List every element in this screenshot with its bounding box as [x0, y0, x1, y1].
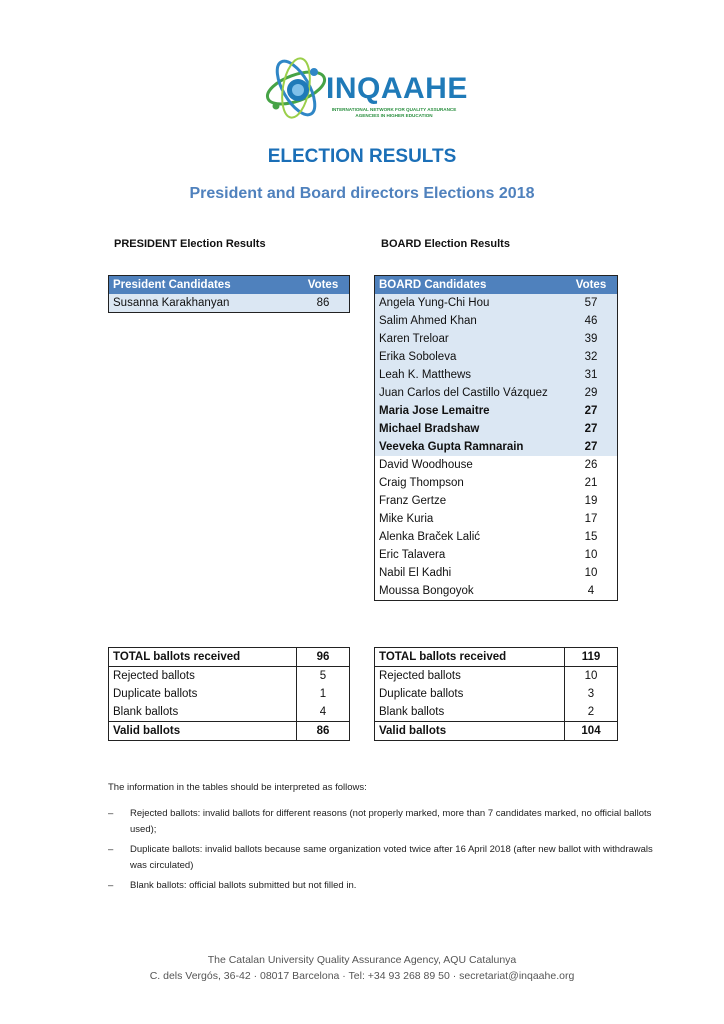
candidate-votes: 39	[565, 330, 618, 348]
table-row	[375, 474, 618, 492]
table-row	[375, 384, 618, 402]
table-row	[375, 546, 618, 564]
total-label: Blank ballots	[109, 703, 297, 722]
candidate-votes: 32	[565, 348, 618, 366]
president-totals-table	[108, 647, 350, 741]
candidate-votes: 15	[584, 531, 598, 543]
footer-contact: C. dels Vergós, 36-42 · 08017 Barcelona · Tel: +34 93 268 89 50 · secretariat@inqaahe.org	[149, 970, 575, 982]
table-row	[375, 722, 618, 741]
table-row	[375, 402, 618, 420]
note-text: Blank ballots: official ballots submitted but not filled in.	[130, 880, 357, 891]
table-row	[375, 348, 618, 366]
candidate-name: Nabil El Kadhi	[379, 567, 452, 579]
table-row	[109, 648, 350, 667]
president-section-heading: PRESIDENT Election Results	[114, 238, 266, 250]
total-value: 10	[565, 667, 618, 686]
table-row	[375, 582, 618, 601]
total-label: Valid ballots	[113, 725, 181, 737]
page-footer	[0, 952, 724, 984]
note-text: Rejected ballots: invalid ballots for different reasons (not properly marked, more than 7 candidates marked, no official ballots used);	[130, 808, 652, 835]
notes-list	[108, 806, 668, 894]
page-title: ELECTION RESULTS	[267, 146, 457, 167]
candidate-votes: 46	[565, 312, 618, 330]
table-row	[375, 456, 618, 474]
total-value: 86	[297, 722, 350, 741]
candidate-votes: 26	[584, 459, 598, 471]
total-value: 96	[297, 648, 350, 667]
candidate-votes: 31	[565, 366, 618, 384]
dash-bullet: –	[108, 844, 114, 855]
interpretation-notes	[108, 780, 668, 898]
candidate-name: Eric Talavera	[379, 549, 446, 561]
logo-brand-text: INQAAHE	[326, 72, 468, 105]
logo-tagline: INTERNATIONAL NETWORK FOR QUALITY ASSURANCE AGENCIES IN HIGHER EDUCATION	[331, 107, 457, 118]
candidate-votes: 27	[565, 402, 618, 420]
list-item	[108, 806, 668, 838]
table-row	[375, 294, 618, 312]
candidate-votes: 29	[565, 384, 618, 402]
total-label: Blank ballots	[375, 703, 565, 722]
logo-emblem-icon	[262, 54, 332, 124]
dash-bullet: –	[108, 808, 114, 819]
candidate-votes: 19	[584, 495, 598, 507]
total-label: TOTAL ballots received	[375, 648, 565, 667]
col-header-votes: Votes	[297, 276, 350, 295]
page-subtitle: President and Board directors Elections 2018	[189, 185, 535, 202]
candidate-name: Erika Soboleva	[375, 348, 566, 366]
total-label: Rejected ballots	[113, 670, 195, 682]
board-totals-table	[374, 647, 618, 741]
table-row	[375, 312, 618, 330]
board-results-table	[374, 275, 618, 601]
total-value: 119	[565, 648, 618, 667]
table-row	[109, 667, 350, 686]
total-label: Rejected ballots	[379, 670, 461, 682]
footer-organization: The Catalan University Quality Assurance Agency, AQU Catalunya	[207, 954, 517, 966]
list-item	[108, 878, 668, 894]
dash-bullet: –	[108, 880, 114, 891]
table-row	[375, 492, 618, 510]
candidate-name: Franz Gertze	[379, 495, 447, 507]
candidate-name: Leah K. Matthews	[375, 366, 566, 384]
note-text: Duplicate ballots: invalid ballots because same organization voted twice after 16 April 2018 (after new ballot with withdrawals was circulated)	[130, 844, 653, 871]
total-label: Duplicate ballots	[379, 688, 464, 700]
president-results-table	[108, 275, 350, 313]
candidate-votes: 57	[565, 294, 618, 312]
table-header-row	[375, 276, 618, 295]
board-section-heading: BOARD Election Results	[381, 238, 510, 250]
table-row	[375, 685, 618, 703]
table-row	[375, 366, 618, 384]
candidate-name: Salim Ahmed Khan	[375, 312, 566, 330]
table-row	[375, 510, 618, 528]
total-label: Duplicate ballots	[113, 688, 198, 700]
table-row	[109, 294, 350, 313]
table-header-row	[109, 276, 350, 295]
table-row	[375, 420, 618, 438]
candidate-votes: 17	[584, 513, 598, 525]
total-value: 3	[565, 685, 618, 703]
candidate-votes: 86	[297, 294, 350, 313]
total-value: 4	[297, 703, 350, 722]
candidate-votes: 4	[587, 585, 595, 597]
table-row	[375, 438, 618, 456]
table-row	[375, 528, 618, 546]
candidate-votes: 27	[565, 420, 618, 438]
candidate-name: Juan Carlos del Castillo Vázquez	[375, 384, 566, 402]
candidate-votes: 21	[584, 477, 598, 489]
col-header-candidates: BOARD Candidates	[375, 276, 566, 295]
candidate-name: David Woodhouse	[379, 459, 473, 471]
candidate-name: Veeveka Gupta Ramnarain	[375, 438, 566, 456]
table-row	[375, 330, 618, 348]
candidate-name: Moussa Bongoyok	[379, 585, 474, 597]
notes-intro: The information in the tables should be interpreted as follows:	[108, 782, 367, 793]
candidate-votes: 10	[584, 549, 598, 561]
candidate-votes: 27	[565, 438, 618, 456]
table-row	[109, 722, 350, 741]
inqaahe-logo	[262, 54, 468, 124]
total-label: TOTAL ballots received	[109, 648, 297, 667]
candidate-name: Angela Yung-Chi Hou	[375, 294, 566, 312]
total-value: 104	[565, 722, 618, 741]
list-item	[108, 842, 668, 874]
table-row	[375, 667, 618, 686]
total-value: 2	[565, 703, 618, 722]
total-value: 1	[297, 685, 350, 703]
candidate-name: Maria Jose Lemaitre	[375, 402, 566, 420]
candidate-name: Susanna Karakhanyan	[109, 294, 298, 313]
table-row	[109, 685, 350, 703]
total-label: Valid ballots	[379, 725, 447, 737]
col-header-candidates: President Candidates	[109, 276, 298, 295]
candidate-name: Alenka Braček Lalić	[379, 531, 480, 543]
candidate-name: Craig Thompson	[379, 477, 464, 489]
candidate-name: Mike Kuria	[379, 513, 434, 525]
total-value: 5	[297, 667, 350, 686]
candidate-votes: 10	[584, 567, 598, 579]
table-row	[375, 648, 618, 667]
candidate-name: Karen Treloar	[375, 330, 566, 348]
table-row	[375, 703, 618, 722]
col-header-votes: Votes	[565, 276, 618, 295]
table-row	[109, 703, 350, 722]
table-row	[375, 564, 618, 582]
candidate-name: Michael Bradshaw	[375, 420, 566, 438]
